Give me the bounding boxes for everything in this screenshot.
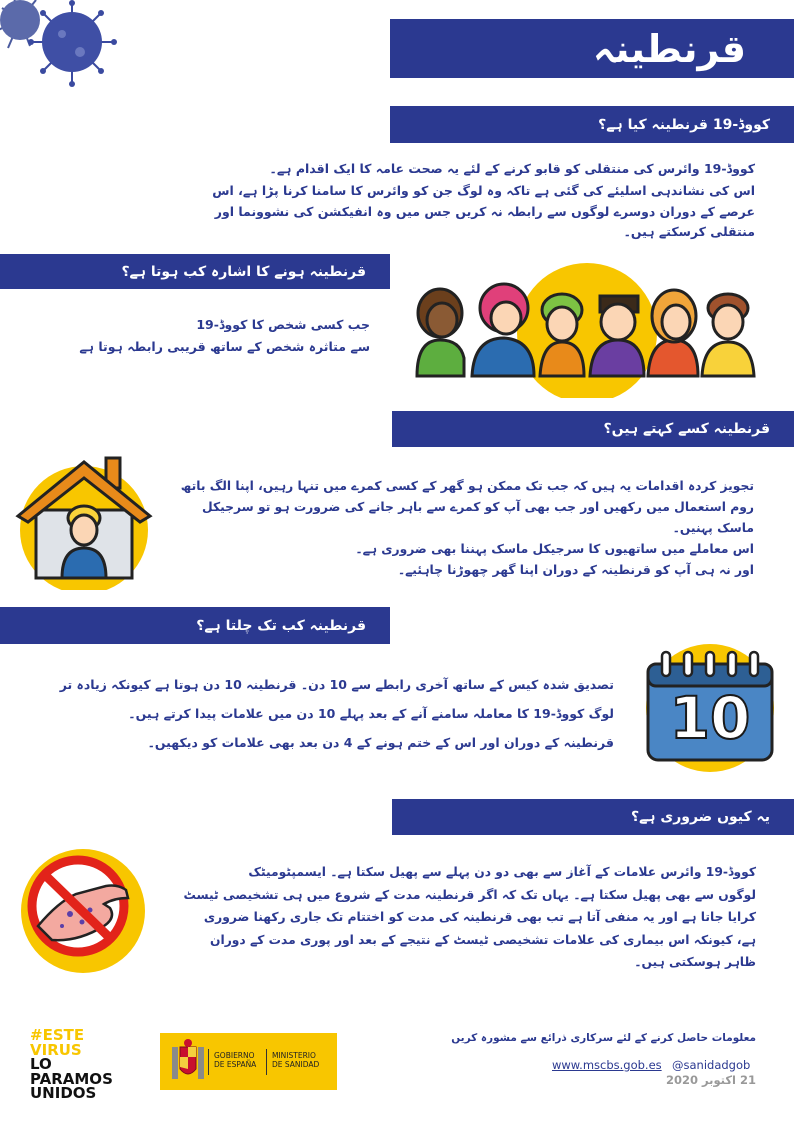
slogan-line: #ESTE: [30, 1026, 85, 1044]
section-when-heading: [0, 254, 390, 289]
text-line: سے متاثرہ شخص کے ساتھ قریبی رابطہ ہوتا ہے: [79, 339, 370, 354]
consult-text: معلومات حاصل کرنے کے لئے سرکاری ذرائع سے مشورہ کریں: [451, 1032, 756, 1044]
no-handshake-icon: [18, 846, 148, 976]
calendar-day-number: 10: [669, 684, 751, 752]
section-why-heading: [392, 799, 794, 835]
text-line: لوگوں سے بھی پھیل سکتا ہے۔ یہاں تک کہ اگر قرنطینہ مدت کے شروع میں ہی تشخیصی ٹیسٹ: [183, 887, 756, 902]
slogan-line: PARAMOS: [30, 1069, 113, 1088]
section-when-text: [40, 314, 370, 358]
section-why-text: [144, 861, 756, 974]
text-line: ہے، کیونکہ اس بیماری کی علامات تشخیصی ٹیسٹ کے نتیجے کے بعد اور پوری مدت کے دوران: [209, 932, 756, 947]
section-what-heading: [390, 106, 794, 143]
gov-text: GOBIERNO: [214, 1051, 255, 1060]
coat-of-arms-icon: [168, 1039, 208, 1085]
text-line: عرصے کے دوران دوسرے لوگوں سے رابطہ نہ کریں جس میں وہ انفیکشن کی نشوونما اور: [214, 204, 755, 219]
page-title: قرنطینہ: [592, 26, 746, 71]
slogan-logo: [30, 1028, 150, 1101]
section-duration-title: قرنطینہ کب تک چلتا ہے؟: [196, 617, 366, 634]
slogan-line: UNIDOS: [30, 1084, 97, 1102]
gov-text: DE ESPAÑA: [214, 1060, 257, 1069]
publication-date: 21 اکتوبر 2020: [665, 1073, 756, 1087]
gov-text: MINISTERIO: [272, 1051, 316, 1060]
text-line: تجویز کردہ اقدامات یہ ہیں کہ جب تک ممکن ہو گھر کے کسی کمرے میں تنہا رہیں، اپنا الگ باتھ: [180, 479, 754, 493]
text-line: اور نہ ہی آپ کو قرنطینہ کے دوران اپنا گھر چھوڑنا چاہئیے۔: [397, 563, 754, 577]
text-line: ظاہر ہوسکتی ہیں۔: [634, 955, 756, 969]
text-line: لوگ کووڈ-19 کا معاملہ سامنے آنے کے بعد پہلے 10 دن میں علامات پیدا کرتے ہیں۔: [128, 706, 614, 721]
text-line: کووڈ-19 وائرس علامات کے آغاز سے بھی دو دن پہلے سے پھیل سکتا ہے۔ ایسمپٹومیٹک: [248, 865, 756, 879]
text-line: کرایا جاتا ہے اور یہ منفی آتا ہے تب بھی قرنطینہ کی مدت کو اختتام تک جاری رکھنا ضروری: [203, 910, 756, 924]
text-line: تصدیق شدہ کیس کے ساتھ آخری رابطے سے 10 دن۔ قرنطینہ 10 دن ہوتا ہے کیونکہ زیادہ تر: [59, 677, 614, 692]
text-line: قرنطینہ کے دوران اور اس کے ختم ہونے کے 4 دن بعد بھی علامات کو دیکھیں۔: [147, 735, 614, 750]
section-how-heading: [392, 411, 794, 447]
slogan-line: LO: [30, 1055, 52, 1073]
slogan-line: VIRUS: [30, 1040, 82, 1059]
section-how-title: قرنطینہ کسے کہتے ہیں؟: [603, 421, 770, 437]
text-line: اس کی نشاندہی اسلیئے کی گئی ہے تاکہ وہ لوگ جن کو وائرس کا سامنا کرنا پڑا ہے، اس: [212, 183, 755, 198]
section-what-text: [150, 158, 755, 242]
home-isolation-icon: [10, 450, 158, 590]
section-why-title: یہ کیوں ضروری ہے؟: [630, 809, 770, 825]
section-when-title: قرنطینہ ہونے کا اشارہ کب ہوتا ہے؟: [121, 263, 366, 280]
section-how-text: [148, 476, 754, 581]
social-handle: @sanidadgob: [672, 1058, 751, 1072]
section-what-title: کووڈ-19 قرنطینہ کیا ہے؟: [598, 116, 770, 133]
gov-text: DE SANIDAD: [272, 1060, 320, 1069]
calendar-icon: [640, 636, 780, 776]
government-logo: [160, 1033, 337, 1090]
text-line: منتقلی کرسکتے ہیں۔: [623, 224, 755, 239]
section-duration-text: [14, 670, 614, 757]
text-line: جب کسی شخص کا کووڈ-19: [196, 317, 370, 332]
virus-icon: [0, 0, 125, 90]
section-duration-heading: [0, 607, 390, 644]
text-line: کووڈ-19 وائرس کی منتقلی کو قابو کرنے کے لئے یہ صحت عامہ کا ایک اقدام ہے۔: [269, 161, 755, 176]
text-line: ماسک پہنیں۔: [672, 521, 754, 535]
website-link[interactable]: www.mscbs.gob.es: [552, 1058, 662, 1072]
title-banner: [390, 19, 794, 78]
text-line: اس معاملے میں ساتھیوں کا سرجیکل ماسک پہننا بھی ضروری ہے۔: [355, 542, 754, 556]
text-line: روم استعمال میں رکھیں اور جب بھی آپ کو کمرے سے باہر جانے کی ضرورت ہو تو سرجیکل: [201, 500, 754, 514]
people-group-icon: [412, 258, 762, 398]
